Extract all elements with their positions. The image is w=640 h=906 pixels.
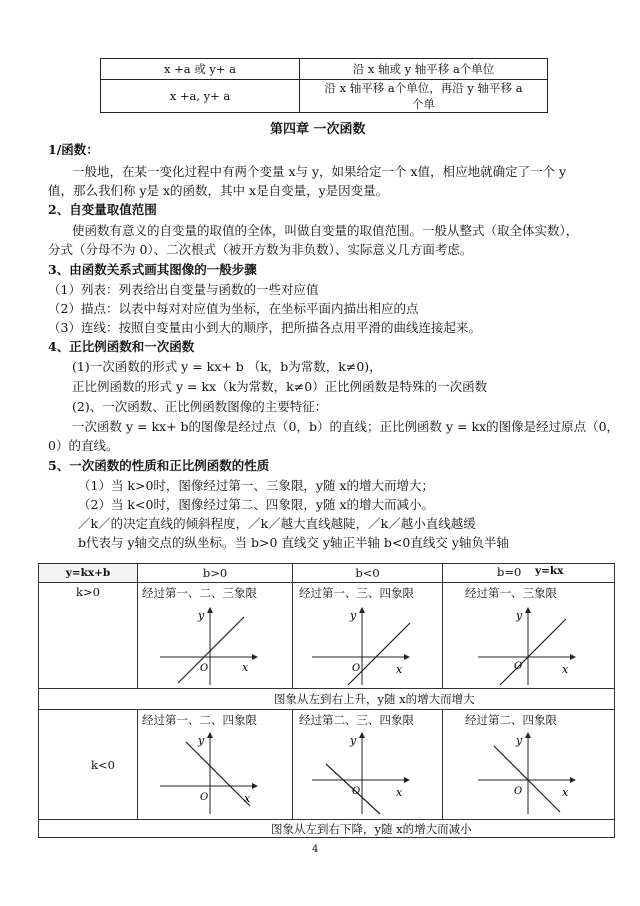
table-cell: x +a 或 y+ a	[101, 59, 300, 80]
step-item: （3）连线：按照自变量由小到大的顺序，把所描各点用平滑的曲线连接起来。	[48, 320, 481, 335]
chapter-title: 第四章 一次函数	[270, 122, 366, 137]
header-cell: b<0	[292, 563, 443, 583]
summary-cell: 图象从左到右上升，y随 x的增大而增大	[38, 688, 615, 710]
function-line	[178, 617, 244, 683]
table-cell: 沿 x 轴或 y 轴平移 a个单位	[300, 59, 548, 80]
table-cell: x +a, y+ a	[101, 80, 300, 113]
y-axis-arrow	[359, 732, 365, 738]
y-axis-arrow	[525, 607, 531, 613]
function-line	[186, 742, 250, 806]
graph-kpos-bpos	[160, 605, 260, 685]
graph-cell: 经过第二、四象限	[442, 709, 615, 820]
y-axis-label: y	[350, 609, 357, 622]
paragraph-line: 一般地，在某一变化过程中有两个变量 x与 y，如果给定一个 x值，相应地就确定了一个 y	[72, 164, 567, 179]
graph-kneg-bzero	[478, 730, 578, 815]
paragraph-line: （2）当 k<0时，图像经过第二、四象限，y随 x的增大而减小。	[78, 497, 435, 512]
x-axis-arrow	[404, 654, 410, 660]
row-label-cell: k<0	[38, 709, 138, 820]
paragraph-line: (1)一次函数的形式 y = kx+ b （k，b为常数，k≠0)，	[72, 359, 382, 374]
function-line	[494, 746, 560, 812]
origin-label: O	[352, 786, 361, 797]
table-cell-line: 沿 x 轴平移 a个单位，再沿 y 轴平移 a	[324, 81, 523, 95]
x-axis-label: x	[396, 663, 403, 676]
x-axis-arrow	[252, 654, 258, 660]
y-axis-label: y	[198, 734, 205, 747]
graph-cell: 经过第一、三、四象限	[292, 582, 443, 689]
y-axis-arrow	[207, 732, 213, 738]
graph-kpos-bzero	[478, 605, 578, 685]
table-cell-line: 个单	[412, 97, 435, 111]
graph-cell: 经过第一、二、三象限	[137, 582, 293, 689]
paragraph-line: (2)、一次函数、正比例函数图像的主要特征：	[72, 399, 328, 414]
function-line	[500, 619, 566, 685]
paragraph-line: 一次函数 y = kx+ b的图像是经过点（0，b）的直线；正比例函数 y = kx的图像是经过原点（0，	[72, 419, 620, 434]
header-cell: b=0 y=kx	[442, 563, 615, 583]
origin-label: O	[514, 786, 523, 797]
y-axis-arrow	[525, 732, 531, 738]
section-heading: 5、一次函数的性质和正比例函数的性质	[48, 458, 270, 473]
row-label-cell: k>0	[38, 582, 138, 689]
paragraph-line: （1）当 k>0时，图像经过第一、三象限，y随 x的增大而增大；	[78, 478, 435, 493]
paragraph-line: b代表与 y轴交点的纵坐标。当 b>0 直线交 y轴正半轴 b<0直线交 y轴负半轴	[78, 535, 509, 550]
origin-label: O	[514, 661, 523, 672]
section-heading: 1/函数：	[48, 142, 99, 157]
graph-cell: 经过第一、二、四象限	[137, 709, 293, 820]
x-axis-arrow	[570, 777, 576, 783]
step-item: （1）列表：列表给出自变量与函数的一些对应值	[48, 282, 319, 297]
paragraph-line: 使函数有意义的自变量的取值的全体，叫做自变量的取值范围。一般从整式（取全体实数），	[72, 223, 579, 238]
step-item: （2）描点：以表中每对对应值为坐标，在坐标平面内描出相应的点	[48, 301, 419, 316]
y-axis-arrow	[207, 607, 213, 613]
paragraph-line: 正比例函数的形式 y = kx（k为常数，k≠0）正比例函数是特殊的一次函数	[72, 379, 488, 394]
x-axis-arrow	[252, 783, 258, 789]
y-axis-label: y	[516, 609, 523, 622]
x-axis-label: x	[562, 663, 569, 676]
graph-kneg-bneg	[312, 730, 412, 815]
y-axis-label: y	[198, 609, 205, 622]
paragraph-line: ／k／的决定直线的倾斜程度，／k／越大直线越陡，／k／越小直线越缓	[78, 516, 476, 531]
page-number: 4	[312, 844, 319, 855]
y-axis-arrow	[359, 607, 365, 613]
translation-table	[100, 58, 548, 113]
x-axis-arrow	[404, 777, 410, 783]
origin-label: O	[352, 663, 361, 674]
header-cell: b>0	[137, 563, 293, 583]
paragraph-line: 值，那么我们称 y是 x的函数，其中 x是自变量，y是因变量。	[48, 183, 389, 198]
x-axis-arrow	[570, 654, 576, 660]
y-axis-label: y	[350, 734, 357, 747]
graph-kpos-bneg	[312, 605, 412, 685]
graph-cell: 经过第二、三、四象限	[292, 709, 443, 820]
paragraph-line: 分式（分母不为 0）、二次根式（被开方数为非负数）、实际意义几方面考虑。	[48, 242, 473, 257]
graph-kneg-bpos	[160, 730, 260, 815]
table-cell	[300, 80, 548, 113]
x-axis-label: x	[396, 786, 403, 799]
section-heading: 3、由函数关系式画其图像的一般步骤	[48, 262, 257, 277]
section-heading: 2、自变量取值范围	[48, 202, 157, 217]
x-axis-label: x	[244, 792, 251, 805]
graph-cell: 经过第一、三象限	[442, 582, 615, 689]
summary-cell: 图象从左到右下降，y随 x的增大而减小	[38, 819, 615, 838]
section-heading: 4、正比例函数和一次函数	[48, 339, 195, 354]
x-axis-label: x	[242, 661, 249, 674]
x-axis-label: x	[562, 786, 569, 799]
origin-label: O	[200, 792, 209, 803]
header-cell: y=kx+b	[38, 563, 138, 583]
y-axis-label: y	[516, 734, 523, 747]
origin-label: O	[200, 663, 209, 674]
paragraph-line: 0）的直线。	[48, 438, 119, 453]
